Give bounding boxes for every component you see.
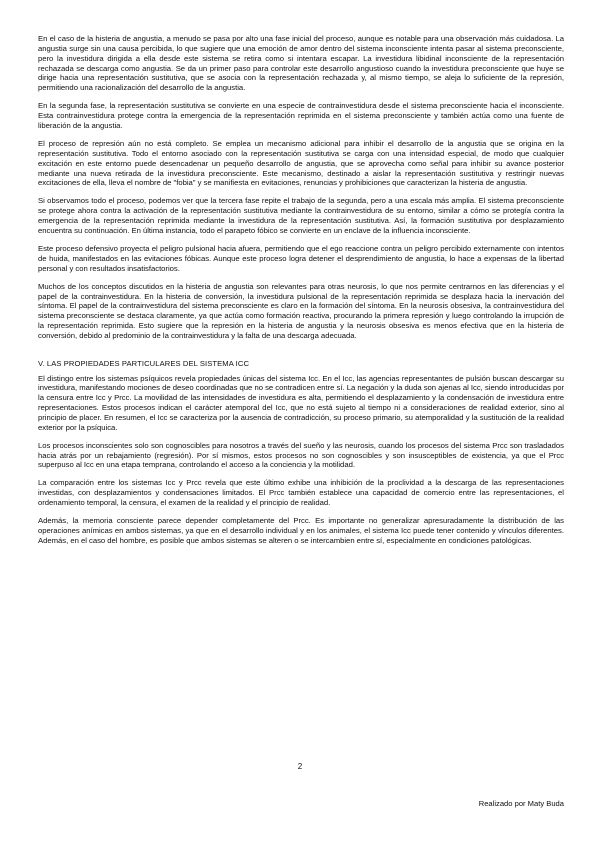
paragraph: En la segunda fase, la representación sustitutiva se convierte en una especie de contrainvestidura desde el sistema preconsciente hacia el inconsciente. Esta contrainvestidura protege contra la emergencia de la representación reprimida en el sistema preconsciente y también actúa como una fuente de liberación de la angustia. [38,101,564,130]
paragraph: El proceso de represión aún no está completo. Se emplea un mecanismo adicional para inhibir el desarrollo de la angustia que se origina en la representación sustitutiva. Todo el entorno asociado con la representación sustitutiva se carga con una intensidad especial, de modo que cualquier excitación en este entorno puede desencadenar un pequeño desarrollo de angustia, que se aprovecha como señal para inhibir su avance posterior mediante una nueva retirada de la investidura preconsciente. Este mecanismo, destinado a aislar la representación sustitutiva y restringir nuevas excitaciones de ella, lleva el nombre de "fobia" y se manifiesta en evitaciones, renuncias y prohibiciones que caracterizan la histeria de angustia. [38,138,564,188]
section-paragraph: La comparación entre los sistemas Icc y Prcc revela que este último exhibe una inhibición de la proclividad a la descarga de las representaciones investidas, con desplazamientos y condensaciones limitados. El Prcc también establece una capacidad de comercio entre las representaciones, el ordenamiento temporal, la censura, el examen de la realidad y el principio de realidad. [38,478,564,508]
paragraph: Muchos de los conceptos discutidos en la histeria de angustia son relevantes para otras neurosis, lo que nos permite centrarnos en las diferencias y el papel de la contrainvestidura. En la histeria de conversión, la investidura pulsional de la representación reprimida se desplaza hacia la inervación del síntoma. El papel de la contrainvestidura del sistema preconsciente es claro en la formación del síntoma. En la neurosis obsesiva, la contrainvestidura del sistema preconsciente se destaca claramente, ya que actúa como formación reactiva, procurando la primera represión y luego controlando la irrupción de la representación reprimida. Esto sugiere que la represión en la histeria de angustia y la neurosis obsesiva es menos efectiva que en la histeria de conversión, debido al predominio de la contrainvestidura y la falta de una descarga adecuada. [38,281,564,340]
paragraph: En el caso de la histeria de angustia, a menudo se pasa por alto una fase inicial del proceso, aunque es notable para una observación más cuidadosa. La angustia surge sin una causa percibida, lo que sugiere que una emoción de amor dentro del sistema inconsciente intenta pasar al sistema preconsciente, pero la investidura dirigida a ella desde este sistema se retira como si intentara escapar. La investidura libidinal inconsciente de la representación rechazada se descarga como angustia. Se da un primer paso para controlar este desarrollo angustioso cuando la investidura preconsciente que huye se dirige hacia una representación sustitutiva, que se asocia con la representación rechazada y, al mismo tiempo, se aleja lo suficiente de la represión, permitiendo una racionalización del desarrollo de la angustia. [38,34,564,93]
page-number: 2 [297,762,303,771]
author-credit: Realizado por Maty Buda [478,799,564,808]
section-heading: V. LAS PROPIEDADES PARTICULARES DEL SISTEMA ICC [38,358,250,368]
section-paragraph: Además, la memoria consciente parece depender completamente del Prcc. Es importante no generalizar apresuradamente la distribución de las operaciones anímicas en ambos sistemas, ya que en el desarrollo individual y en los animales, el sistema Icc puede tener contenido y vínculos diferentes. Además, en el caso del hombre, es posible que ambos sistemas se alteren o se intercambien entre sí, especialmente en condiciones patológicas. [38,516,564,545]
section-paragraph: El distingo entre los sistemas psíquicos revela propiedades únicas del sistema Icc. En el Icc, las agencias representantes de pulsión buscan descargar su investidura, manifestando mociones de deseo coordinadas que no se contradicen entre sí. La negación y la duda son ajenas al Icc, siendo introducidas por la censura entre Icc y Prcc. La movilidad de las intensidades de investidura es alta, permitiendo el desplazamiento y la condensación de investidura entre representaciones. Estos procesos indican el carácter atemporal del Icc, que no está sujeto al tiempo ni a consideraciones de realidad exterior, sino al principio de placer. En resumen, el Icc se caracteriza por la ausencia de contradicción, su proceso primario, su atemporalidad y la sustitución de la realidad exterior por la psíquica. [38,373,564,432]
page-body [38,34,564,554]
section-paragraph: Los procesos inconscientes solo son cognoscibles para nosotros a través del sueño y las neurosis, cuando los procesos del sistema Prcc son trasladados hacia atrás por un rebajamiento (regresión). Por sí mismos, estos procesos no son cognoscibles y son insusceptibles de existencia, ya que el Prcc superpuso al Icc en una etapa temprana, controlando el acceso a la conciencia y la motilidad. [38,440,564,470]
paragraph: Si observamos todo el proceso, podemos ver que la tercera fase repite el trabajo de la segunda, pero a una escala más amplia. El sistema preconsciente se protege ahora contra la activación de la representación sustitutiva mediante la contrainvestidura de su entorno, similar a cómo se protegía contra la emergencia de la representación reprimida mediante la investidura de la representación sustitutiva. Así, la formación sustitutiva por desplazamiento encuentra su continuación. En última instancia, todo el parapeto fóbico se convierte en un enclave de la influencia inconsciente. [38,196,564,235]
paragraph: Este proceso defensivo proyecta el peligro pulsional hacia afuera, permitiendo que el ego reaccione contra un peligro percibido externamente con intentos de huida, manifestados en las evitaciones fóbicas. Aunque este proceso logra detener el desprendimiento de angustia, lo hace a expensas de la libertad personal y con resultados insatisfactorios. [38,243,564,273]
